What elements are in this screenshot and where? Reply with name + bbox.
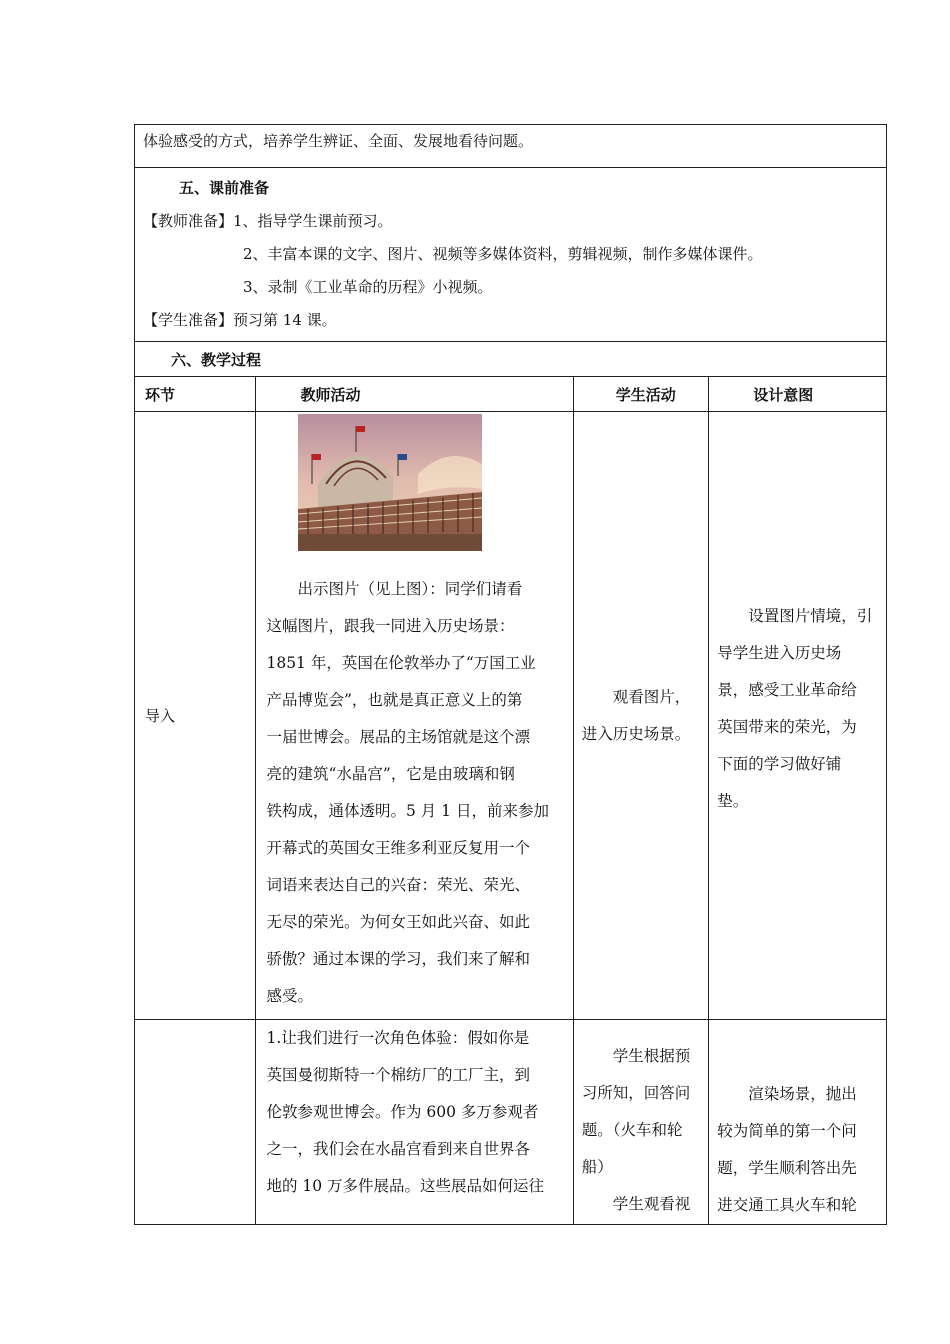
design-line: 设置图片情境，引 <box>748 607 873 625</box>
student-prep <box>143 304 878 337</box>
teacher-line: 1851 年，英国在伦敦举办了“万国工业 <box>266 654 536 672</box>
design-line: 下面的学习做好铺 <box>717 755 842 773</box>
intro-text: 体验感受的方式，培养学生辨证、全面、发展地看待问题。 <box>135 125 887 168</box>
table-row <box>135 412 887 1020</box>
crystal-palace-illustration <box>298 414 482 551</box>
teacher-line: 无尽的荣光。为何女王如此兴奋、如此 <box>266 913 530 931</box>
teacher-line: 产品博览会”，也就是真正意义上的第 <box>266 691 523 709</box>
design-line: 景，感受工业革命给 <box>717 681 857 699</box>
teacher-prep-1 <box>143 205 878 238</box>
crystal-palace-image <box>298 414 482 551</box>
design-line: 题，学生顺利答出先 <box>717 1159 857 1177</box>
design-line: 进交通工具火车和轮 <box>717 1196 857 1214</box>
lesson-plan-page <box>134 124 887 1225</box>
design-line: 垫。 <box>717 792 749 810</box>
teacher-line: 亮的建筑“水晶宫”，它是由玻璃和钢 <box>266 765 515 783</box>
teacher-activity-cell <box>256 1020 573 1225</box>
teacher-line: 开幕式的英国女王维多利亚反复用一个 <box>266 839 530 857</box>
process-title-row <box>135 342 887 377</box>
table-row <box>135 1020 887 1225</box>
design-line: 渲染场景，抛出 <box>748 1085 857 1103</box>
student-line: 学生观看视 <box>612 1195 691 1213</box>
intro-row <box>135 125 887 168</box>
stage-cell: 导入 <box>135 412 256 1020</box>
design-intent-cell <box>709 1020 887 1225</box>
teacher-line: 这幅图片，跟我一同进入历史场景： <box>266 617 515 635</box>
teacher-prep-item-2: 2、丰富本课的文字、图片、视频等多媒体资料，剪辑视频，制作多媒体课件。 <box>243 245 763 263</box>
design-line: 英国带来的荣光，为 <box>717 718 857 736</box>
teacher-line: 1.让我们进行一次角色体验：假如你是 <box>266 1029 530 1047</box>
student-line: 船） <box>581 1158 613 1176</box>
student-line: 习所知，回答问 <box>581 1084 691 1102</box>
teacher-line: 英国曼彻斯特一个棉纺厂的工厂主，到 <box>266 1066 530 1084</box>
header-teacher: 教师活动 <box>256 377 573 412</box>
student-line: 进入历史场景。 <box>581 724 691 743</box>
design-line: 导学生进入历史场 <box>717 644 842 662</box>
student-activity-cell <box>573 1020 709 1225</box>
design-line: 较为简单的第一个问 <box>717 1122 857 1140</box>
teacher-line: 地的 10 万多件展品。这些展品如何运往 <box>266 1177 545 1195</box>
teacher-line: 词语来表达自己的兴奋：荣光、荣光、 <box>266 876 530 894</box>
teacher-line: 骄傲？通过本课的学习，我们来了解和 <box>266 950 530 968</box>
header-student: 学生活动 <box>573 377 709 412</box>
teacher-prep-item-1: 1、指导学生课前预习。 <box>233 212 393 230</box>
teacher-activity-cell <box>256 412 573 1020</box>
student-line: 题。（火车和轮 <box>581 1121 683 1139</box>
design-intent-cell <box>709 412 887 1020</box>
prep-title: 五、课前准备 <box>179 179 270 197</box>
teacher-line: 铁构成，通体透明。5 月 1 日，前来参加 <box>266 802 549 820</box>
prep-section <box>135 168 887 342</box>
student-line: 观看图片， <box>612 687 691 706</box>
teacher-line: 出示图片（见上图）：同学们请看 <box>297 580 523 598</box>
header-design: 设计意图 <box>709 377 887 412</box>
stage-cell <box>135 1020 256 1225</box>
teacher-line: 一届世博会。展品的主场馆就是这个漂 <box>266 728 530 746</box>
header-stage: 环节 <box>135 377 256 412</box>
student-line: 学生根据预 <box>612 1047 691 1065</box>
teacher-line: 伦敦参观世博会。作为 600 多万参观者 <box>266 1103 539 1121</box>
student-prep-text: 预习第 14 课。 <box>233 311 337 329</box>
process-title: 六、教学过程 <box>171 350 262 369</box>
student-prep-label: 【学生准备】 <box>143 311 234 329</box>
teacher-prep-label: 【教师准备】 <box>143 212 234 230</box>
teacher-line: 之一，我们会在水晶宫看到来自世界各 <box>266 1140 530 1158</box>
student-activity-cell <box>573 412 709 1020</box>
teacher-line: 感受。 <box>266 987 313 1005</box>
teacher-prep-item-3: 3、录制《工业革命的历程》小视频。 <box>243 278 493 296</box>
lesson-plan-table <box>134 124 887 1225</box>
table-header-row <box>135 377 887 412</box>
